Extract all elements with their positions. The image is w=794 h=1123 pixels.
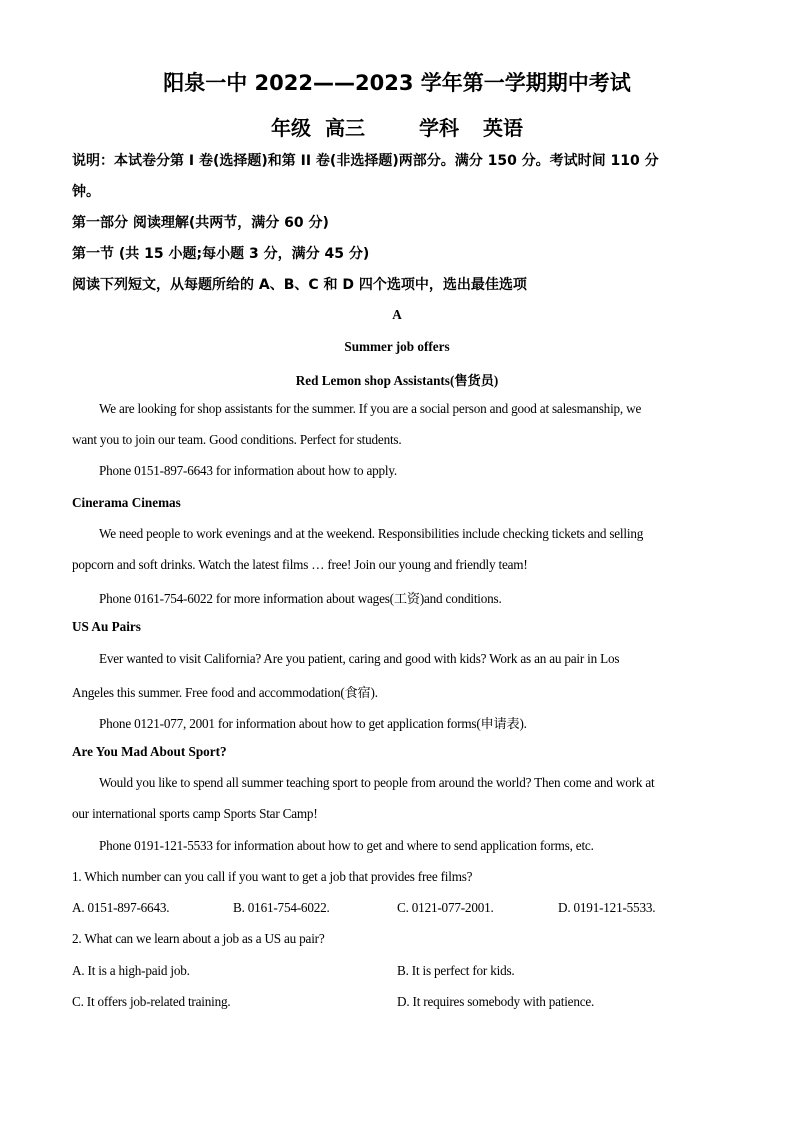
- instructions-line-1: 说明：本试卷分第 I 卷(选择题)和第 II 卷(非选择题)两部分。满分 150 分。考试时间 110 分: [72, 153, 659, 169]
- ad-text-line: Ever wanted to visit California? Are you patient, caring and good with kids? Work as an au pair in Los: [99, 651, 620, 666]
- ad-text-line: We need people to work evenings and at the weekend. Responsibilities include checking tickets and selling: [99, 526, 644, 541]
- question-2-option-a: A. It is a high-paid job.: [72, 963, 190, 978]
- part-one-heading: 第一部分 阅读理解(共两节，满分 60 分): [72, 215, 329, 231]
- ad-heading-red-lemon: Red Lemon shop Assistants(售货员): [295, 373, 499, 388]
- question-1-option-d: D. 0191-121-5533.: [558, 900, 656, 915]
- ad-text-line: our international sports camp Sports Star Camp!: [72, 806, 318, 821]
- ad-text-line: We are looking for shop assistants for the summer. If you are a social person and good at salesmanship, we: [99, 401, 642, 416]
- question-1-option-a: A. 0151-897-6643.: [72, 900, 170, 915]
- subject-label: 学科: [419, 116, 459, 140]
- question-2-stem: 2. What can we learn about a job as a US au pair?: [72, 931, 325, 946]
- ad-phone-line: Phone 0121-077, 2001 for information about how to get application forms(申请表).: [99, 716, 527, 731]
- question-1-option-c: C. 0121-077-2001.: [397, 900, 494, 915]
- grade-label: 年级: [271, 116, 311, 140]
- passage-letter: A: [392, 307, 402, 322]
- ad-text-line: Angeles this summer. Free food and accommodation(食宿).: [72, 685, 378, 700]
- ad-text-line: Would you like to spend all summer teaching sport to people from around the world? Then come and work at: [99, 775, 655, 790]
- ad-phone-line: Phone 0191-121-5533 for information about how to get and where to send application forms, etc.: [99, 838, 594, 853]
- instructions-line-2: 钟。: [72, 184, 100, 200]
- ad-heading-sport: Are You Mad About Sport?: [72, 744, 227, 759]
- exam-title: 阳泉一中 2022——2023 学年第一学期期中考试: [163, 71, 631, 95]
- ad-phone-line: Phone 0151-897-6643 for information about how to apply.: [99, 463, 398, 478]
- directions: 阅读下列短文，从每题所给的 A、B、C 和 D 四个选项中，选出最佳选项: [72, 277, 527, 293]
- section-one-heading: 第一节 (共 15 小题;每小题 3 分，满分 45 分): [72, 246, 370, 262]
- question-1-stem: 1. Which number can you call if you want to get a job that provides free films?: [72, 869, 473, 884]
- ad-heading-us-au-pairs: US Au Pairs: [72, 619, 141, 634]
- question-2-option-d: D. It requires somebody with patience.: [397, 994, 595, 1009]
- ad-heading-cinerama: Cinerama Cinemas: [72, 495, 181, 510]
- ad-phone-line: Phone 0161-754-6022 for more information about wages(工资)and conditions.: [99, 591, 502, 606]
- question-2-option-c: C. It offers job-related training.: [72, 994, 231, 1009]
- ad-text-line: want you to join our team. Good conditions. Perfect for students.: [72, 432, 402, 447]
- ad-text-line: popcorn and soft drinks. Watch the latest films … free! Join our young and friendly team!: [72, 557, 528, 572]
- question-2-option-b: B. It is perfect for kids.: [397, 963, 515, 978]
- passage-title: Summer job offers: [344, 339, 450, 354]
- question-1-option-b: B. 0161-754-6022.: [233, 900, 330, 915]
- subject-value: 英语: [483, 116, 523, 140]
- grade-value: 高三: [325, 116, 365, 140]
